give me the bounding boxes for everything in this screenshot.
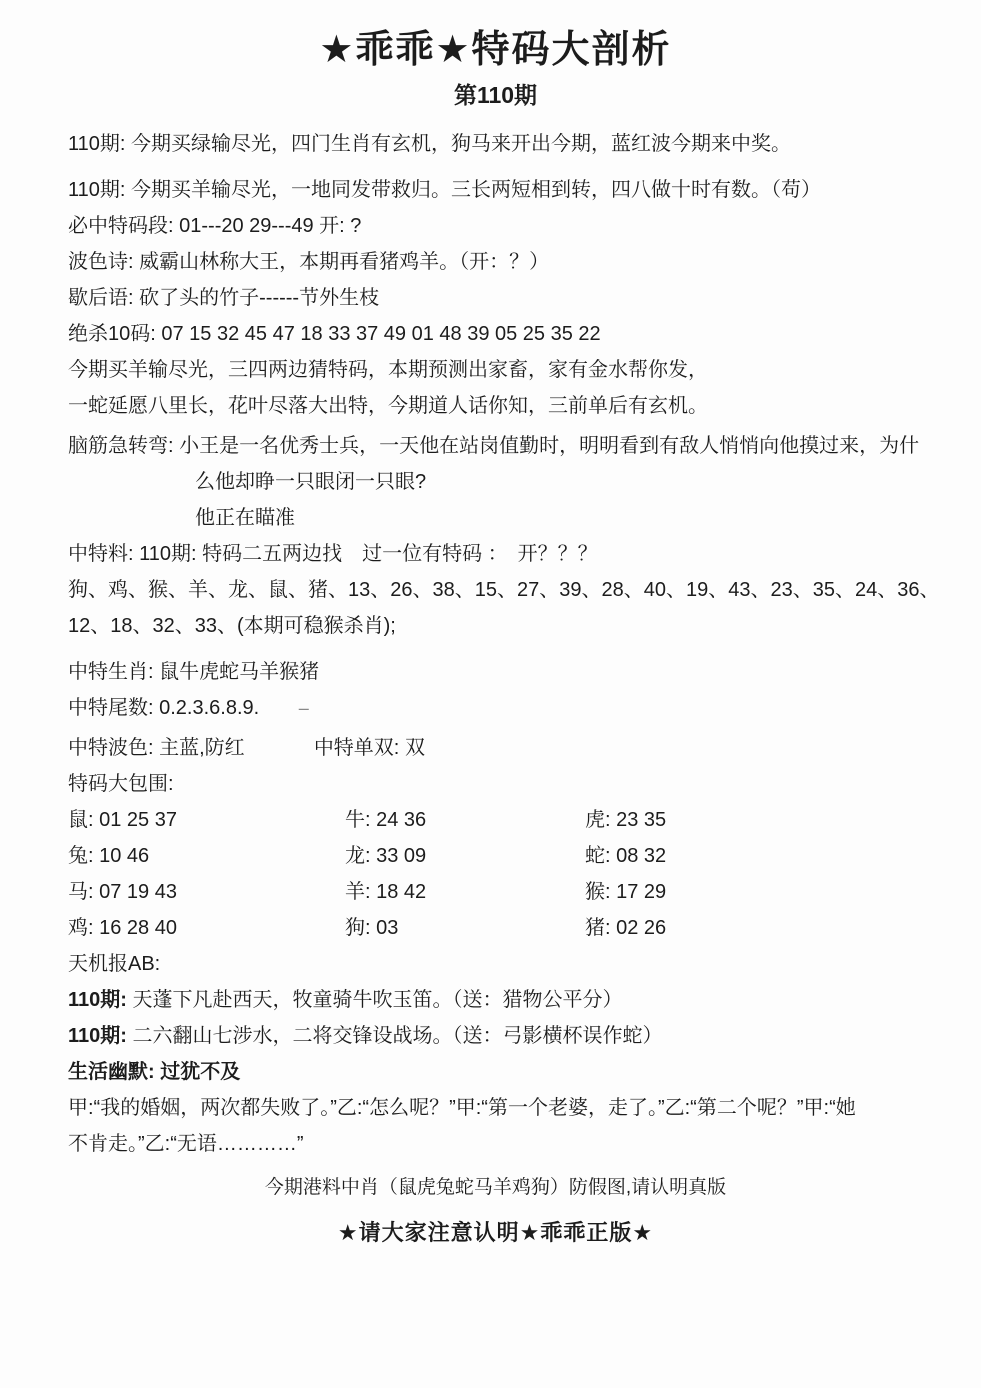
zodiac-numbers: 23 35 bbox=[616, 809, 667, 831]
riddle-label: 脑筋急转弯: bbox=[68, 435, 174, 457]
zodiac-label: 猪: bbox=[585, 917, 611, 939]
shengxiao-value: 鼠牛虎蛇马羊猴猪 bbox=[159, 661, 320, 683]
weishu-label: 中特尾数: bbox=[68, 697, 154, 719]
zodiac-numbers: 02 26 bbox=[616, 917, 667, 939]
zodiac-cell bbox=[585, 880, 666, 904]
tianji-label: 天机报AB: bbox=[68, 953, 161, 975]
riddle-question-part-1: 小王是一名优秀士兵，一天他在站岗值勤时，明明看到有敌人悄悄向他摸过来，为什 bbox=[179, 435, 920, 457]
zhongte-text: 110期: 特码二五两边找 过一位有特码 ： 开？？？ bbox=[139, 543, 598, 565]
zhongte-numbers-line-1: 狗、鸡、猴、羊、龙、鼠、猪、13、26、38、15、27、39、28、40、19、43、23、35、24、36、 bbox=[68, 579, 940, 601]
zodiac-cell bbox=[585, 916, 666, 940]
prediction-line-1 bbox=[68, 132, 923, 156]
zodiac-table-row bbox=[68, 916, 923, 940]
zodiac-label: 牛: bbox=[345, 809, 371, 831]
weishu-line bbox=[68, 696, 923, 720]
zodiac-numbers: 24 36 bbox=[376, 809, 427, 831]
page-title: ★乖乖★特码大剖析 bbox=[319, 29, 672, 71]
tianji-entry-1-text: 天蓬下凡赴西天，牧童骑牛吹玉笛。（送：猎物公平分） bbox=[132, 989, 623, 1011]
issue-number: 第110期 bbox=[453, 82, 538, 108]
xiehouyu-line bbox=[68, 286, 923, 310]
zodiac-cell bbox=[68, 916, 345, 940]
prediction-line-2-label: 110期: bbox=[68, 179, 126, 201]
zodiac-cell bbox=[68, 844, 345, 868]
weishu-value: 0.2.3.6.8.9. bbox=[159, 697, 260, 719]
humor-title-line bbox=[68, 1060, 923, 1084]
zodiac-cell bbox=[345, 916, 585, 940]
kill-10-codes-value: 07 15 32 45 47 18 33 37 49 01 48 39 05 25 35 22 bbox=[161, 323, 601, 345]
wave-poem-label: 波色诗: bbox=[68, 251, 134, 273]
footer-brand: ★请大家注意认明★乖乖正版★ bbox=[337, 1220, 654, 1245]
riddle-question-line-2: 么他却睁一只眼闭一只眼? bbox=[195, 471, 427, 493]
prediction-line-1-label: 110期: bbox=[68, 133, 126, 155]
code-range-value: 01---20 29---49 开: ? bbox=[179, 215, 362, 237]
zodiac-cell bbox=[585, 844, 666, 868]
zodiac-label: 鸡: bbox=[68, 917, 94, 939]
zodiac-table-row bbox=[68, 880, 923, 904]
zodiac-numbers: 10 46 bbox=[99, 845, 150, 867]
footer-note: 今期港料中肖（鼠虎兔蛇马羊鸡狗）防假图,请认明真版 bbox=[264, 1177, 727, 1198]
xiehouyu-label: 歇后语: bbox=[68, 287, 134, 309]
prediction-line-2-text: 今期买羊输尽光，一地同发带救归。三长两短相到转，四八做十时有数。（苟） bbox=[131, 179, 822, 201]
zodiac-numbers: 01 25 37 bbox=[99, 809, 177, 831]
zodiac-numbers: 33 09 bbox=[376, 845, 427, 867]
riddle-answer: 他正在瞄准 bbox=[195, 507, 295, 529]
humor-label: 生活幽默: bbox=[68, 1061, 155, 1083]
zodiac-label: 龙: bbox=[345, 845, 371, 867]
shengxiao-line bbox=[68, 660, 923, 684]
tianji-entry-2-label: 110期: bbox=[68, 1025, 127, 1047]
zodiac-numbers: 16 28 40 bbox=[99, 917, 177, 939]
prediction-line-1-text: 今期买绿输尽光，四门生肖有玄机，狗马来开出今期，蓝红波今期来中奖。 bbox=[131, 133, 792, 155]
zodiac-label: 狗: bbox=[345, 917, 371, 939]
zodiac-cell bbox=[345, 844, 585, 868]
zodiac-label: 兔: bbox=[68, 845, 94, 867]
prediction-line-2 bbox=[68, 178, 923, 202]
wave-poem-text: 威霸山林称大王，本期再看猪鸡羊。（开：？） bbox=[139, 251, 550, 273]
tianji-entry-2 bbox=[68, 1024, 923, 1048]
zhongte-label: 中特料: bbox=[68, 543, 134, 565]
zodiac-label: 马: bbox=[68, 881, 94, 903]
zodiac-numbers: 17 29 bbox=[616, 881, 667, 903]
bose-line bbox=[68, 736, 923, 760]
danshuang-value: 双 bbox=[404, 737, 425, 759]
kill-10-codes-line bbox=[68, 322, 923, 346]
baowei-title: 特码大包围: bbox=[68, 773, 174, 795]
zodiac-table-row bbox=[68, 844, 923, 868]
verse-line-2: 一蛇延愿八里长，花叶尽落大出特，今期道人话你知，三前单后有玄机。 bbox=[68, 395, 708, 417]
bose-label: 中特波色: bbox=[68, 737, 154, 759]
code-range-label: 必中特码段: bbox=[68, 215, 174, 237]
humor-title: 过犹不及 bbox=[160, 1061, 241, 1083]
zodiac-cell bbox=[68, 880, 345, 904]
zodiac-cell bbox=[68, 808, 345, 832]
zodiac-numbers: 07 19 43 bbox=[99, 881, 177, 903]
humor-dialogue-line-1: 甲:“我的婚姻，两次都失败了。”乙:“怎么呢？”甲:“第一个老婆，走了。”乙:“第二个呢？”甲:“她 bbox=[68, 1097, 856, 1119]
zodiac-cell bbox=[345, 808, 585, 832]
zodiac-cell bbox=[345, 880, 585, 904]
bose-value: 主蓝,防红 bbox=[159, 737, 245, 759]
riddle-question-line-1 bbox=[68, 434, 923, 458]
zodiac-label: 虎: bbox=[585, 809, 611, 831]
scan-artifact-dash: – bbox=[298, 698, 309, 718]
shengxiao-label: 中特生肖: bbox=[68, 661, 154, 683]
code-range-line bbox=[68, 214, 923, 238]
tianji-entry-1-label: 110期: bbox=[68, 989, 127, 1011]
zodiac-numbers: 18 42 bbox=[376, 881, 427, 903]
zhongte-line bbox=[68, 542, 923, 566]
danshuang-label: 中特单双: bbox=[313, 737, 400, 759]
humor-dialogue-line-2: 不肯走。”乙:“无语…………” bbox=[68, 1133, 304, 1155]
xiehouyu-text: 砍了头的竹子------节外生枝 bbox=[139, 287, 380, 309]
zodiac-numbers: 03 bbox=[376, 917, 399, 939]
zodiac-label: 蛇: bbox=[585, 845, 611, 867]
tianji-entry-2-text: 二六翻山七涉水，二将交锋设战场。（送：弓影横杯误作蛇） bbox=[132, 1025, 663, 1047]
zodiac-label: 鼠: bbox=[68, 809, 94, 831]
kill-10-codes-label: 绝杀10码: bbox=[68, 323, 156, 345]
zodiac-label: 猴: bbox=[585, 881, 611, 903]
wave-poem-line bbox=[68, 250, 923, 274]
tianji-entry-1 bbox=[68, 988, 923, 1012]
zodiac-numbers: 08 32 bbox=[616, 845, 667, 867]
zodiac-cell bbox=[585, 808, 666, 832]
zodiac-table-row bbox=[68, 808, 923, 832]
verse-line-1: 今期买羊输尽光，三四两边猜特码，本期预测出家畜，家有金水帮你发， bbox=[68, 359, 708, 381]
zhongte-numbers-line-2: 12、18、32、33、(本期可稳猴杀肖); bbox=[68, 615, 396, 637]
zodiac-label: 羊: bbox=[345, 881, 371, 903]
